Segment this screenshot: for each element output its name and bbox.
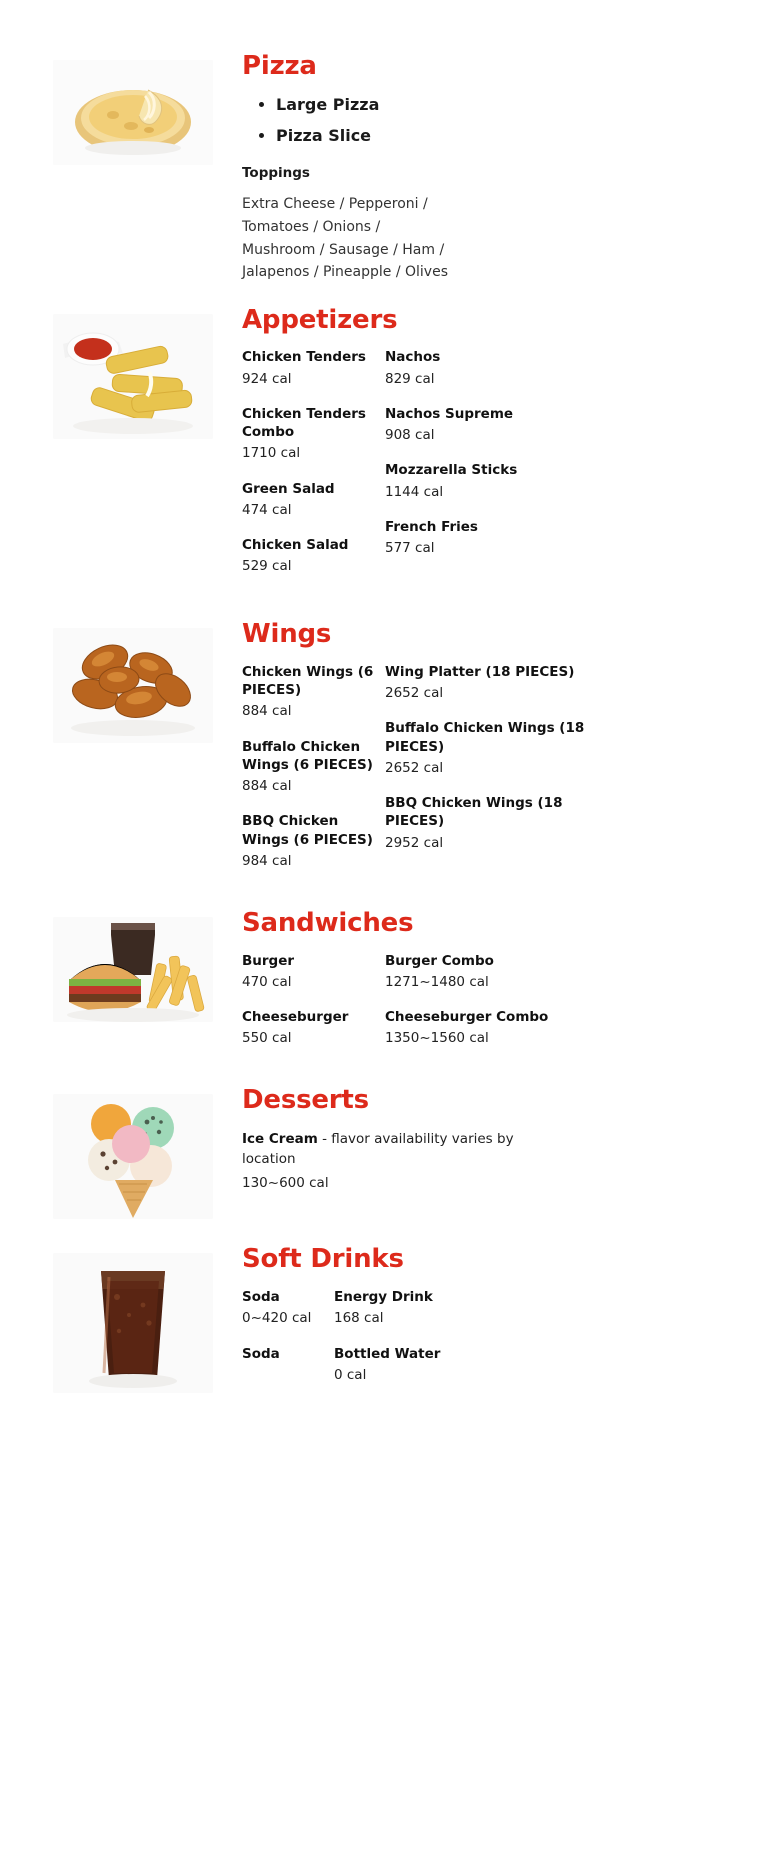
item-calories: 470 cal [242,973,292,990]
list-item [242,405,385,463]
wings-left-column [242,663,385,887]
list-item [385,794,585,852]
item-name: Chicken Wings (6 PIECES) [242,664,374,699]
item-name: BBQ Chicken Wings (6 PIECES) [242,813,373,848]
appetizers-left-column [242,348,385,592]
item-name: Green Salad [242,480,335,497]
list-item [385,518,585,557]
desserts-thumb-col [0,1086,242,1219]
section-pizza [0,0,770,284]
section-appetizers [0,284,770,593]
item-calories: 984 cal [242,852,292,869]
item-name: Soda [242,1345,280,1362]
item-name: French Fries [385,518,478,535]
pizza-photo [53,60,213,165]
item-name: Cheeseburger [242,1009,349,1026]
list-item [385,719,585,777]
burger-and-fries-photo [53,917,213,1022]
list-item [385,461,585,500]
item-calories: 1350~1560 cal [385,1030,489,1047]
item-name: Burger [242,952,295,969]
list-item: • Pizza Slice [276,126,740,147]
item-calories: 829 cal [385,370,435,387]
soft-drinks-thumb-col [0,1245,242,1393]
item-calories: 130~600 cal [242,1174,329,1191]
item-name: Buffalo Chicken Wings (18 PIECES) [385,720,585,755]
list-item [242,480,385,519]
item-calories: 550 cal [242,1030,292,1047]
list-item [242,952,385,991]
sandwiches-thumb-col [0,909,242,1022]
item-calories: 924 cal [242,370,292,387]
list-item [242,1288,334,1327]
item-calories: 2952 cal [385,834,444,851]
item-calories: 884 cal [242,703,292,720]
sandwiches-right-column [385,952,585,1065]
item-description: - flavor availability varies by location [242,1131,514,1168]
appetizers-thumb-col [0,306,242,439]
item-calories: 577 cal [385,540,435,556]
appetizers-right-column [385,348,585,592]
soda-glass-photo [53,1253,213,1393]
soft-drinks-right-column [334,1288,534,1401]
pizza-item-list [242,95,740,148]
item-name: Soda [242,1289,280,1306]
list-item [242,1345,334,1363]
list-item [334,1345,534,1384]
list-item [385,1008,585,1047]
soft-drinks-grid [242,1288,740,1401]
item-calories: 2652 cal [385,759,444,776]
item-calories: 2652 cal [385,685,444,702]
item-calories: 1710 cal [242,445,301,462]
item-calories: 474 cal [242,501,292,518]
item-name: Wing Platter (18 PIECES) [385,664,575,681]
category-title-desserts: Desserts [242,1085,369,1116]
item-name: Ice Cream [242,1131,318,1148]
item-name: Nachos [385,349,441,366]
appetizers-grid [242,348,740,592]
category-title-appetizers: Appetizers [242,304,398,335]
category-title-pizza: Pizza [242,51,317,81]
section-soft-drinks [0,1219,770,1400]
toppings-text: Extra Cheese / Pepperoni / Tomatoes / Onions / Mushroom / Sausage / Ham / Jalapenos / Pineapple / Olives [242,196,449,281]
list-item [242,1008,385,1047]
toppings-label: Toppings [242,165,310,182]
item-calories: 529 cal [242,558,292,575]
list-item: • Large Pizza [276,95,740,116]
soft-drinks-content [242,1245,770,1400]
dessert-description [242,1129,542,1170]
sandwiches-content [242,909,770,1064]
item-calories: 1271~1480 cal [385,973,489,990]
wings-content [242,620,770,887]
appetizers-content [242,306,770,593]
list-item [242,536,385,575]
wings-right-column [385,663,585,887]
category-title-sandwiches: Sandwiches [242,908,414,938]
item-name: Chicken Tenders [242,349,366,366]
list-item [242,663,385,721]
list-item [385,348,585,387]
item-name: Chicken Tenders Combo [242,405,366,441]
item-name: BBQ Chicken Wings (18 PIECES) [385,795,563,830]
item-calories: 884 cal [242,778,292,795]
soft-drinks-left-column [242,1288,334,1401]
list-item [242,738,385,796]
category-title-soft-drinks: Soft Drinks [242,1244,404,1275]
desserts-content [242,1086,770,1191]
mozzarella-sticks-photo [53,314,213,439]
item-calories: 908 cal [385,427,435,444]
item-name: Chicken Salad [242,537,349,553]
wings-thumb-col [0,620,242,743]
item-name: Bottled Water [334,1345,441,1362]
section-desserts [0,1064,770,1219]
item-name: Cheeseburger Combo [385,1009,549,1026]
item-calories: 0~420 cal [242,1310,312,1327]
pizza-thumb-col [0,52,242,165]
ice-cream-photo [53,1094,213,1219]
item-calories: 0 cal [334,1366,367,1383]
list-item [242,348,385,387]
item-name: Energy Drink [334,1289,433,1306]
item-calories: 168 cal [334,1310,384,1327]
list-item [334,1288,534,1327]
item-name: Burger Combo [385,952,494,969]
item-calories: 1144 cal [385,483,444,500]
item-name: Buffalo Chicken Wings (6 PIECES) [242,738,373,773]
item-name: Mozzarella Sticks [385,462,518,479]
list-item [242,812,385,870]
chicken-wings-photo [53,628,213,743]
list-item [385,952,585,991]
sandwiches-grid [242,952,740,1065]
section-sandwiches [0,887,770,1064]
list-item [385,663,585,702]
wings-grid [242,663,740,887]
list-item [385,405,585,444]
pizza-content [242,52,770,284]
category-title-wings: Wings [242,619,332,650]
item-name: Nachos Supreme [385,405,514,422]
section-wings [0,592,770,887]
sandwiches-left-column [242,952,385,1065]
